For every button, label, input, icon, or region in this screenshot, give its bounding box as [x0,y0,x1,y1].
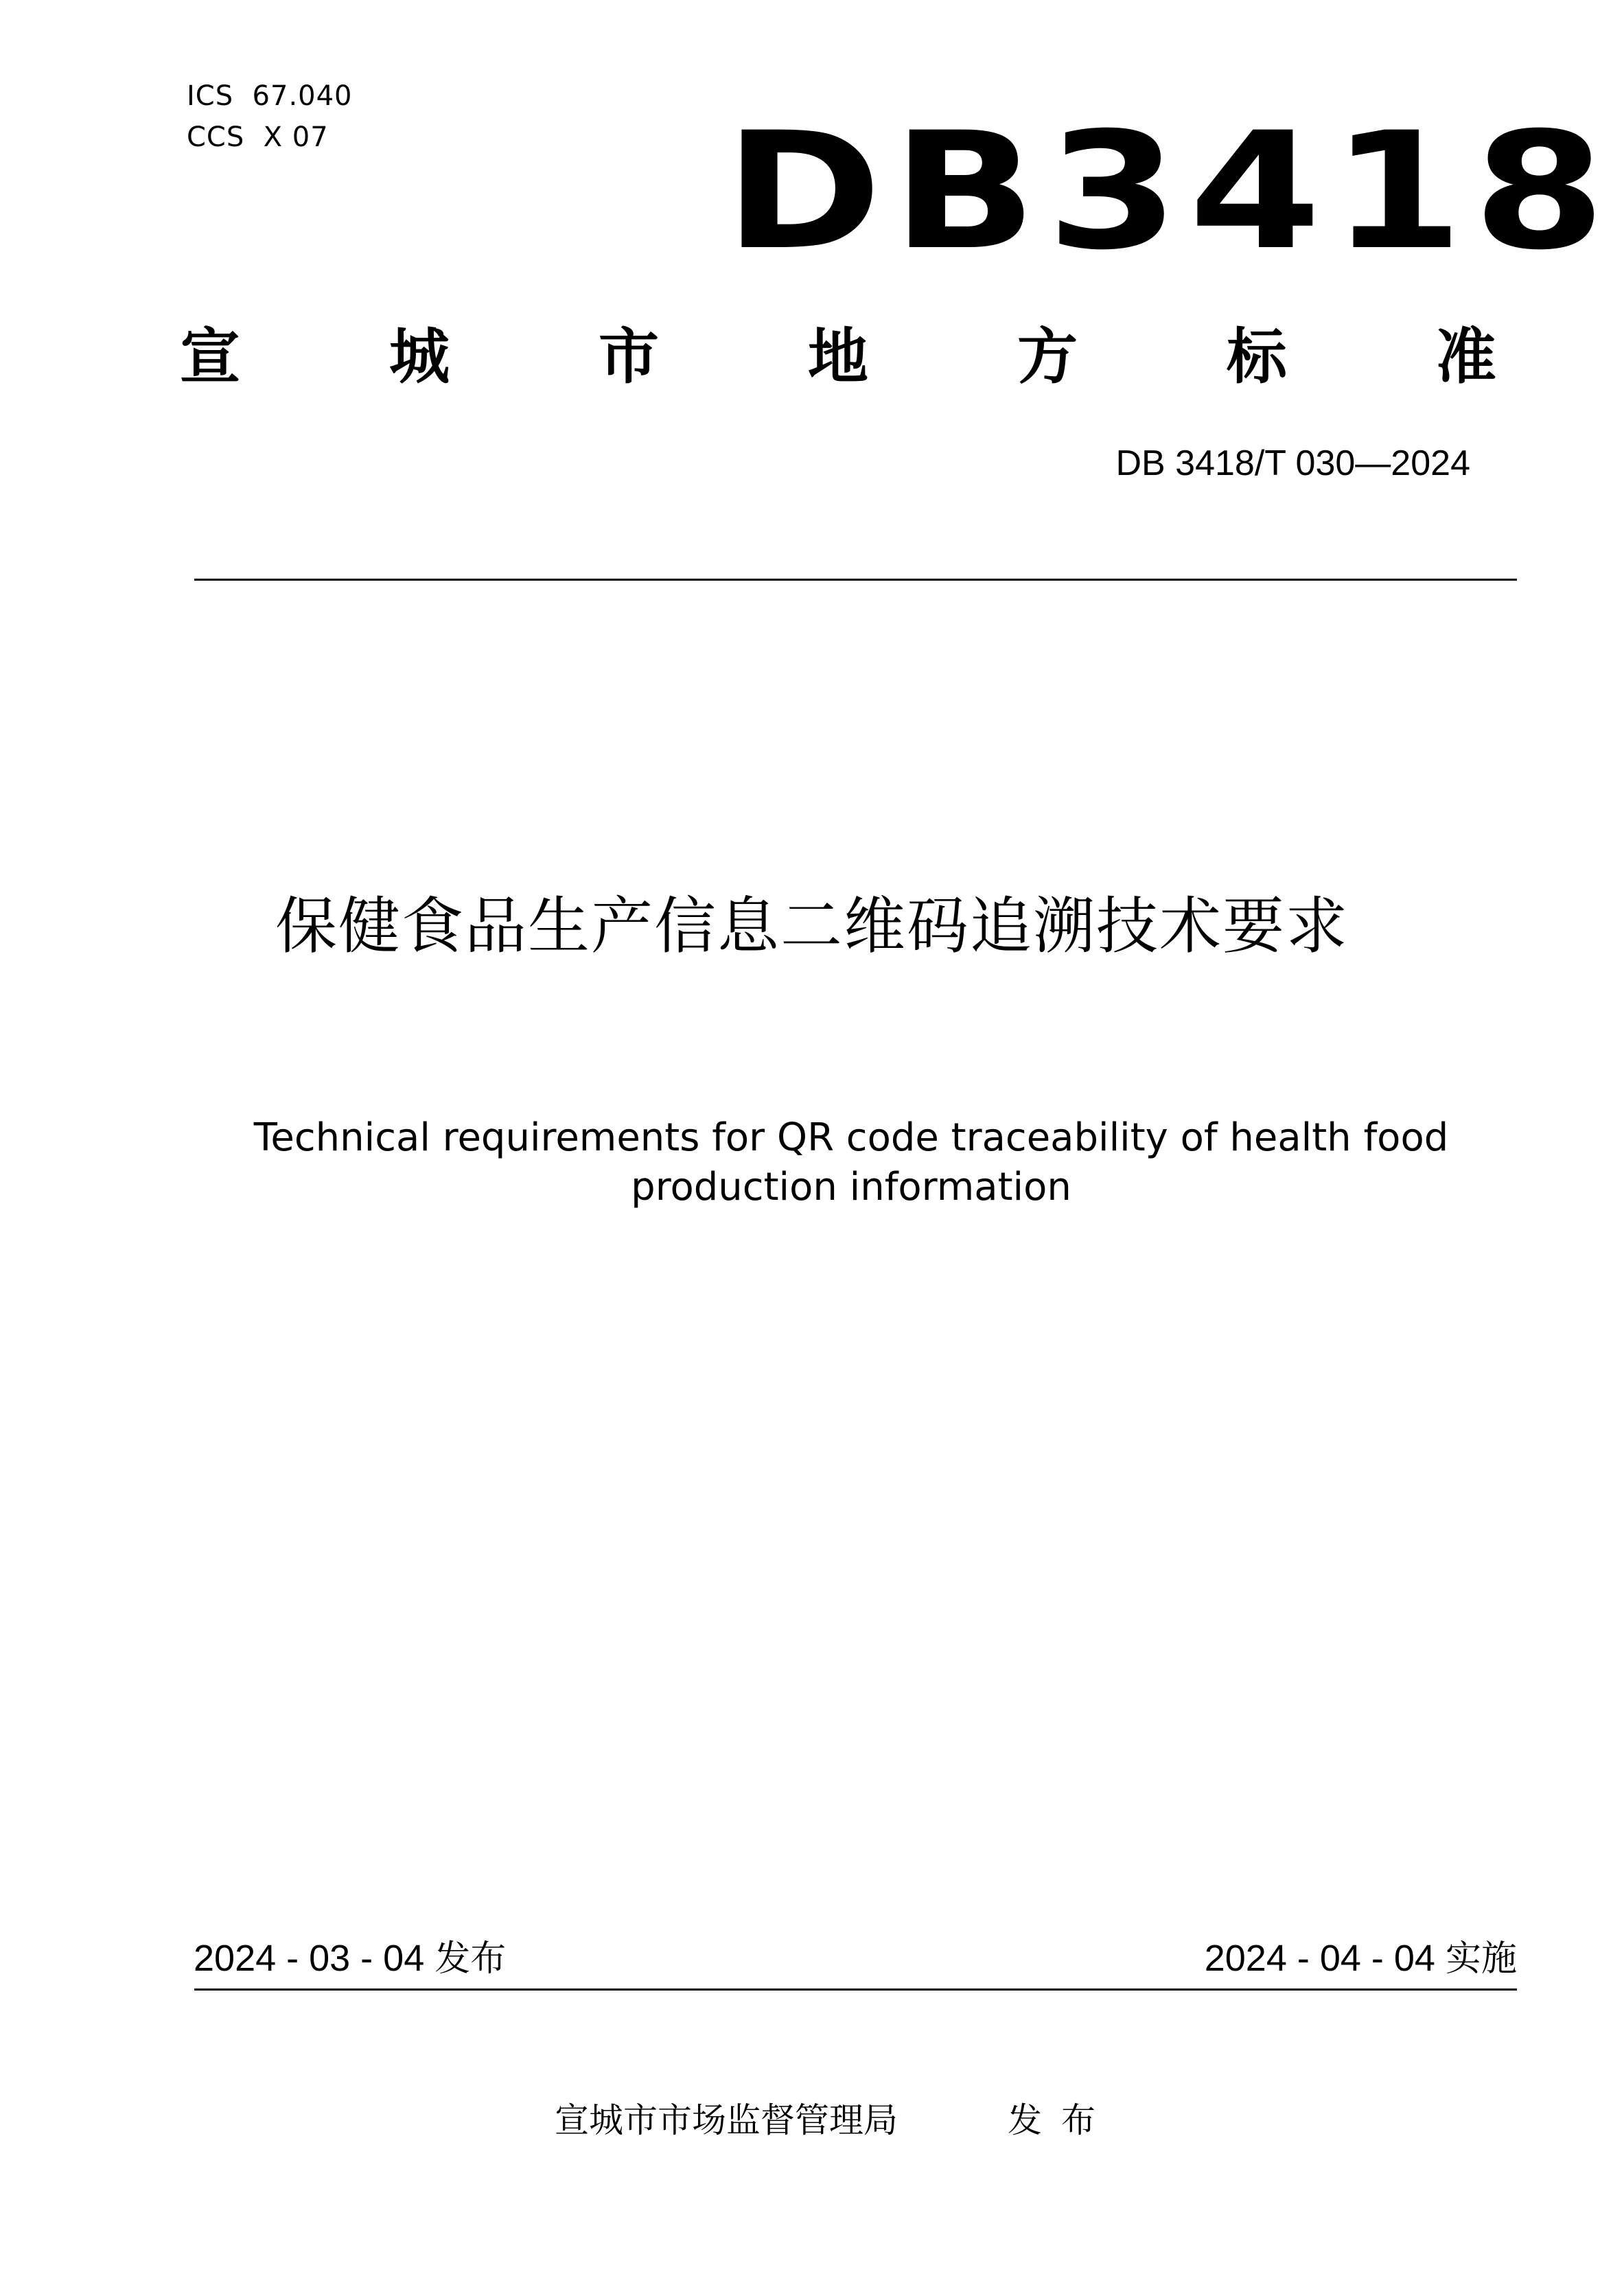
header-divider [194,579,1517,581]
document-title-chinese: 保健食品生产信息二维码追溯技术要求 [275,890,1349,962]
publish-action: 发布 [1008,2100,1115,2140]
standard-type-char: 方 [1017,321,1078,392]
db-code-mark: DB3418 [724,98,1616,286]
issue-date [194,1934,506,1983]
date-divider [194,1988,1517,1991]
standard-type-char: 准 [1435,321,1496,392]
ccs-code: CCS X 07 [187,121,329,153]
classification-codes [187,76,353,158]
standard-type-char: 城 [388,321,450,392]
english-title-line: Technical requirements for QR code traceability of health food [253,1115,1449,1160]
english-title-line: production information [631,1165,1071,1209]
standard-type-char: 宣 [180,321,241,392]
issue-date-value: 2024 - 03 - 04 [194,1938,435,1979]
standard-type-char: 标 [1226,321,1287,392]
standard-type-char: 市 [598,321,659,392]
implementation-label: 实施 [1445,1938,1517,1980]
implementation-date [1205,1934,1517,1983]
document-title-english [0,1113,1624,1212]
standard-type-char: 地 [807,321,868,392]
publisher-name: 宣城市市场监督管理局 [555,2100,898,2140]
standard-number: DB 3418/T 030—2024 [1115,443,1470,483]
issue-label: 发布 [434,1938,507,1980]
ics-code: ICS 67.040 [187,80,353,112]
standard-type-heading [180,319,1496,395]
implementation-date-value: 2024 - 04 - 04 [1204,1938,1446,1979]
